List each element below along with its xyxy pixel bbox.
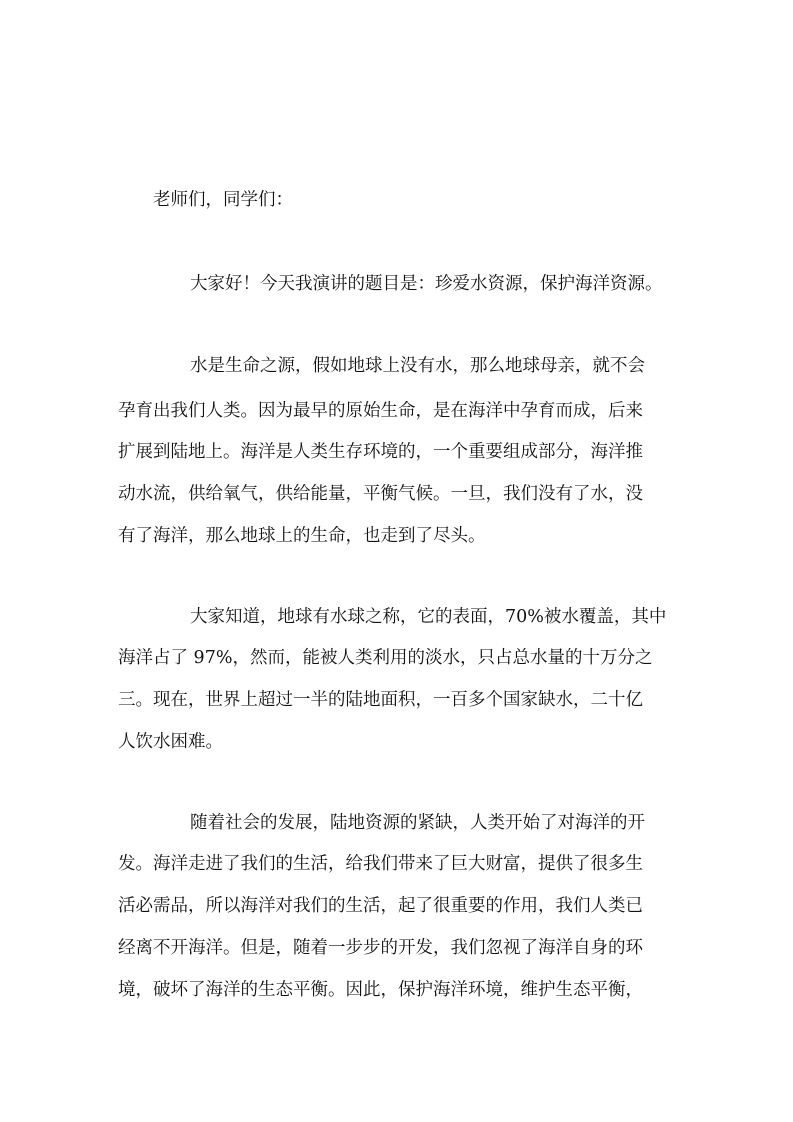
paragraph-line: 海洋占了 97%，然而，能被人类利用的淡水，只占总水量的十万分之 (118, 648, 653, 668)
paragraph-line: 人饮水困难。 (118, 732, 223, 752)
paragraph-line: 随着社会的发展，陆地资源的紧缺，人类开始了对海洋的开 (190, 813, 645, 833)
paragraph-line: 水是生命之源，假如地球上没有水，那么地球母亲，就不会 (190, 356, 645, 376)
paragraph-line: 境，破坏了海洋的生态平衡。因此，保护海洋环境，维护生态平衡， (118, 980, 643, 1000)
intro-paragraph-line: 大家好！今天我演讲的题目是：珍爱水资源，保护海洋资源。 (190, 274, 663, 294)
paragraph-line: 活必需品，所以海洋对我们的生活，起了很重要的作用，我们人类已 (118, 896, 643, 916)
paragraph-line: 经离不开海洋。但是，随着一步步的开发，我们忽视了海洋自身的环 (118, 938, 643, 958)
paragraph-line: 有了海洋，那么地球上的生命，也走到了尽头。 (118, 526, 486, 546)
salutation: 老师们，同学们： (153, 190, 293, 210)
paragraph-line: 孕育出我们人类。因为最早的原始生命，是在海洋中孕育而成，后来 (118, 401, 643, 421)
paragraph-line: 发。海洋走进了我们的生活，给我们带来了巨大财富，提供了很多生 (118, 854, 643, 874)
paragraph-line: 大家知道，地球有水球之称，它的表面，70%被水覆盖，其中 (190, 607, 667, 627)
paragraph-line: 三。现在，世界上超过一半的陆地面积，一百多个国家缺水，二十亿 (118, 690, 643, 710)
paragraph-line: 动水流，供给氧气，供给能量，平衡气候。一旦，我们没有了水，没 (118, 484, 643, 504)
paragraph-line: 扩展到陆地上。海洋是人类生存环境的，一个重要组成部分，海洋推 (118, 442, 643, 462)
